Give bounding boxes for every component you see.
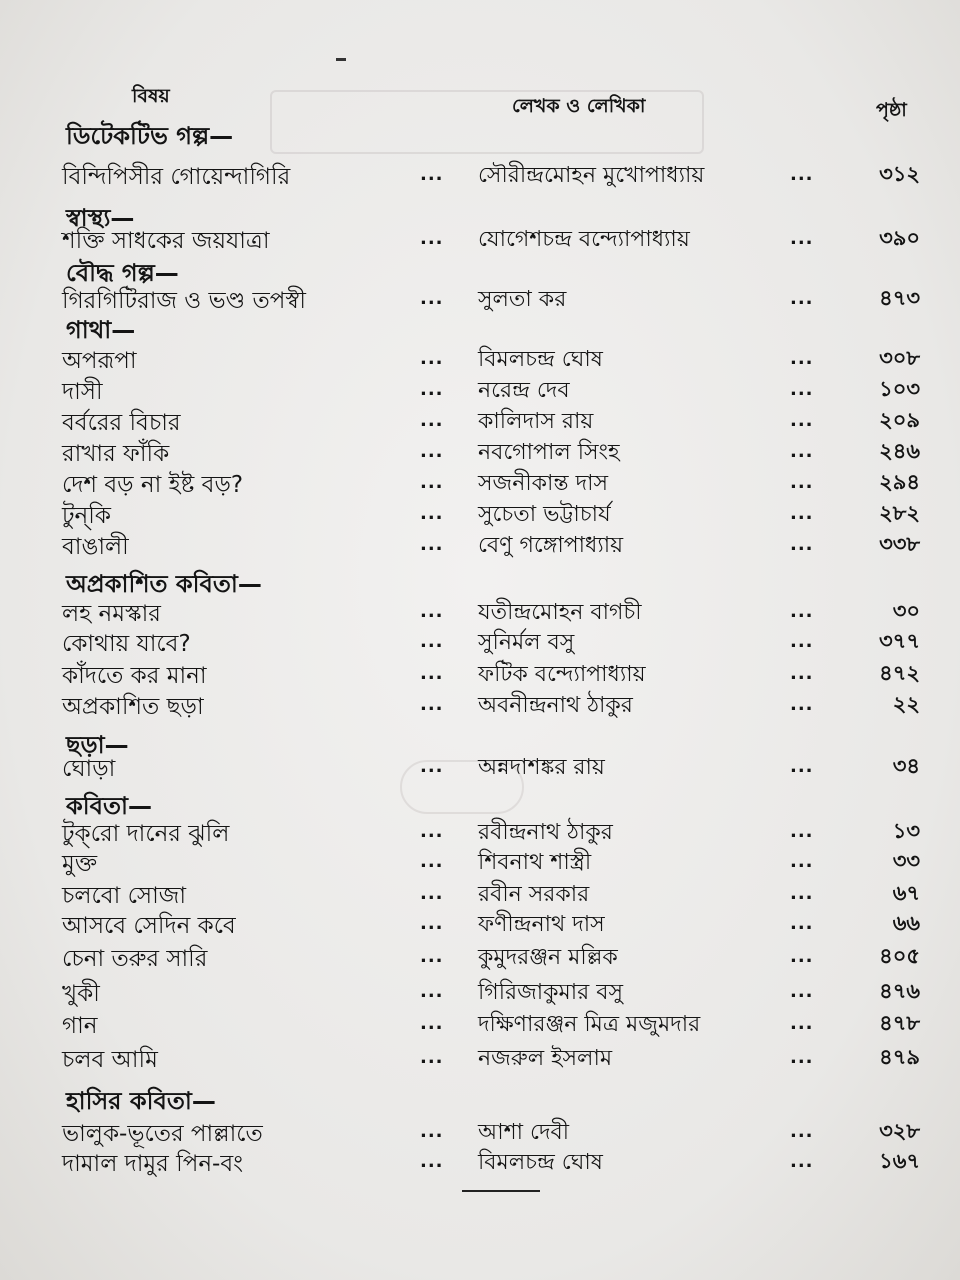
entry-author: শিবনাথ শাস্ত্রী [478, 850, 592, 875]
entry-page-number: ৩৩ [892, 849, 920, 873]
entry-page-number: ৬৭ [892, 881, 920, 905]
leader-dots: ... [420, 288, 444, 309]
leader-dots: ... [420, 756, 444, 777]
entry-author: সুনির্মল বসু [478, 630, 575, 655]
entry-title: দাসী [62, 379, 103, 405]
leader-dots: ... [420, 694, 444, 715]
entry-author: নজরুল ইসলাম [478, 1046, 613, 1071]
category-heading: ছড়া— [66, 731, 129, 759]
entry-author: কুমুদরঞ্জন মল্লিক [478, 945, 618, 970]
toc-entry-row [0, 435, 960, 467]
leader-dots: ... [790, 1047, 814, 1068]
entry-page-number: ১৬৭ [879, 1149, 920, 1173]
entry-author: গিরিজাকুমার বসু [478, 980, 624, 1005]
entry-title: চলব আমি [62, 1047, 158, 1073]
toc-entry-row [0, 282, 960, 314]
entry-author: অন্নদাশঙ্কর রায় [478, 755, 605, 780]
toc-entry-row [0, 657, 960, 689]
category-heading: অপ্রকাশিত কবিতা— [66, 570, 262, 598]
entry-title: আসবে সেদিন কবে [62, 913, 236, 939]
entry-title: গান [62, 1013, 98, 1039]
leader-dots: ... [790, 1013, 814, 1034]
leader-dots: ... [420, 1121, 444, 1142]
entry-page-number: ১৩ [892, 819, 920, 843]
entry-page-number: ৪৭৯ [879, 1045, 920, 1069]
leader-dots: ... [790, 821, 814, 842]
entry-title: টুক্‌রো দানের ঝুলি [62, 821, 230, 847]
toc-entry-row [0, 373, 960, 405]
leader-dots: ... [790, 663, 814, 684]
toc-entry-row [0, 466, 960, 498]
entry-author: ফটিক বন্দ্যোপাধ্যায় [478, 662, 646, 687]
toc-entry-row [0, 815, 960, 847]
toc-entry-row [0, 1145, 960, 1177]
toc-entry-row [0, 625, 960, 657]
leader-dots: ... [420, 410, 444, 431]
entry-page-number: ৩০ [892, 599, 920, 623]
leader-dots: ... [790, 410, 814, 431]
entry-title: কাঁদতে কর মানা [62, 663, 207, 689]
leader-dots: ... [790, 441, 814, 462]
entry-title: অপ্রকাশিত ছড়া [62, 694, 204, 720]
toc-entry-row [0, 877, 960, 909]
leader-dots: ... [420, 534, 444, 555]
entry-title: কোথায় যাবে? [62, 631, 191, 657]
entry-title: লহ নমস্কার [62, 601, 161, 627]
entry-page-number: ৪০৫ [879, 944, 920, 968]
toc-category-row [0, 312, 960, 344]
entry-author: সজনীকান্ত দাস [478, 471, 609, 496]
entry-author: রবীন্দ্রনাথ ঠাকুর [478, 820, 613, 845]
leader-dots: ... [790, 694, 814, 715]
category-heading: স্বাস্থ্য— [66, 204, 135, 232]
leader-dots: ... [790, 913, 814, 934]
entry-title: শক্তি সাধকের জয়যাত্রা [62, 228, 270, 254]
entry-author: যতীন্দ্রমোহন বাগচী [478, 600, 642, 625]
leader-dots: ... [420, 1047, 444, 1068]
entry-page-number: ২৪৬ [879, 439, 920, 463]
leader-dots: ... [420, 631, 444, 652]
toc-category-row [0, 118, 960, 150]
entry-page-number: ২৮২ [879, 501, 920, 525]
entry-title: দামাল দামুর পিন-বং [62, 1151, 244, 1177]
entry-title: বর্বরের বিচার [62, 410, 181, 436]
entry-title: বিন্দিপিসীর গোয়েন্দাগিরি [62, 164, 291, 190]
entry-page-number: ৩৪ [892, 754, 920, 778]
leader-dots: ... [420, 441, 444, 462]
entry-page-number: ৩০৮ [879, 346, 920, 370]
toc-entry-row [0, 222, 960, 254]
leader-dots: ... [420, 348, 444, 369]
leader-dots: ... [790, 756, 814, 777]
toc-entry-row [0, 845, 960, 877]
leader-dots: ... [790, 981, 814, 1002]
entry-page-number: ৩৯০ [879, 226, 920, 250]
entry-page-number: ৩১২ [879, 162, 920, 186]
page-column-heading: পৃষ্ঠা [876, 99, 907, 121]
category-heading: কবিতা— [66, 792, 152, 820]
author-column-heading: লেখক ও লেখিকা [512, 95, 646, 117]
toc-entry-row [0, 750, 960, 782]
end-rule [462, 1190, 540, 1192]
print-mark [336, 58, 346, 61]
entry-page-number: ৪৭২ [879, 661, 920, 685]
toc-category-row [0, 1083, 960, 1115]
leader-dots: ... [420, 883, 444, 904]
entry-page-number: ৪৭৩ [879, 286, 920, 310]
toc-entry-row [0, 497, 960, 529]
category-heading: গাথা— [66, 316, 136, 344]
toc-entry-row [0, 1115, 960, 1147]
entry-author: সৌরীন্দ্রমোহন মুখোপাধ্যায় [478, 163, 705, 188]
toc-entry-row [0, 158, 960, 190]
entry-page-number: ৩৩৮ [879, 532, 920, 556]
leader-dots: ... [790, 164, 814, 185]
entry-author: অবনীন্দ্রনাথ ঠাকুর [478, 693, 633, 718]
category-heading: ডিটেকটিভ গল্প— [66, 122, 234, 150]
leader-dots: ... [790, 534, 814, 555]
leader-dots: ... [420, 601, 444, 622]
entry-author: কালিদাস রায় [478, 409, 594, 434]
entry-author: রবীন সরকার [478, 882, 590, 907]
leader-dots: ... [790, 631, 814, 652]
leader-dots: ... [790, 228, 814, 249]
leader-dots: ... [420, 503, 444, 524]
toc-entry-row [0, 528, 960, 560]
entry-title: চলবো সোজা [62, 883, 187, 909]
entry-page-number: ৪৭৮ [879, 1011, 920, 1035]
category-heading: বৌদ্ধ গল্প— [66, 259, 179, 287]
entry-page-number: ৪৭৬ [879, 979, 920, 1003]
leader-dots: ... [420, 1151, 444, 1172]
toc-entry-row [0, 1041, 960, 1073]
toc-entry-row [0, 907, 960, 939]
entry-author: যোগেশচন্দ্র বন্দ্যোপাধ্যায় [478, 227, 690, 252]
entry-title: ঘোড়া [62, 756, 116, 782]
leader-dots: ... [420, 379, 444, 400]
leader-dots: ... [420, 946, 444, 967]
subject-column-heading: বিষয় [132, 85, 170, 107]
entry-title: রাখার ফাঁকি [62, 441, 170, 467]
entry-title: ভালুক-ভূতের পাল্লাতে [62, 1121, 263, 1147]
entry-title: অপরূপা [62, 348, 137, 374]
entry-author: ফণীন্দ্রনাথ দাস [478, 912, 605, 937]
toc-header [0, 82, 960, 122]
leader-dots: ... [790, 1151, 814, 1172]
entry-author: সুলতা কর [478, 287, 567, 312]
entry-author: নরেন্দ্র দেব [478, 378, 570, 403]
leader-dots: ... [790, 288, 814, 309]
toc-entry-row [0, 595, 960, 627]
leader-dots: ... [420, 1013, 444, 1034]
entry-page-number: ২৯৪ [879, 470, 920, 494]
leader-dots: ... [420, 913, 444, 934]
toc-entry-row [0, 1007, 960, 1039]
entry-page-number: ৬৬ [892, 911, 920, 935]
leader-dots: ... [790, 472, 814, 493]
toc-entry-row [0, 404, 960, 436]
toc-entry-row [0, 975, 960, 1007]
entry-title: গিরগিটিরাজ ও ভণ্ড তপস্বী [62, 288, 306, 314]
leader-dots: ... [790, 851, 814, 872]
entry-title: দেশ বড় না ইষ্ট বড়? [62, 472, 244, 498]
entry-author: সুচেতা ভট্টাচার্য [478, 502, 611, 527]
entry-author: আশা দেবী [478, 1120, 570, 1145]
leader-dots: ... [420, 663, 444, 684]
leader-dots: ... [790, 601, 814, 622]
leader-dots: ... [790, 379, 814, 400]
leader-dots: ... [790, 883, 814, 904]
entry-author: বেণু গঙ্গোপাধ্যায় [478, 533, 624, 558]
entry-author: দক্ষিণারঞ্জন মিত্র মজুমদার [478, 1012, 701, 1037]
leader-dots: ... [790, 1121, 814, 1142]
leader-dots: ... [420, 981, 444, 1002]
leader-dots: ... [420, 164, 444, 185]
leader-dots: ... [790, 503, 814, 524]
toc-entry-row [0, 940, 960, 972]
leader-dots: ... [790, 348, 814, 369]
entry-page-number: ২০৯ [879, 408, 920, 432]
entry-page-number: ৩২৮ [879, 1119, 920, 1143]
leader-dots: ... [420, 472, 444, 493]
entry-author: বিমলচন্দ্র ঘোষ [478, 1150, 603, 1175]
leader-dots: ... [420, 851, 444, 872]
category-heading: হাসির কবিতা— [66, 1087, 216, 1115]
leader-dots: ... [420, 228, 444, 249]
toc-entry-row [0, 688, 960, 720]
toc-category-row [0, 566, 960, 598]
entry-title: খুকী [62, 981, 100, 1007]
entry-title: চেনা তরুর সারি [62, 946, 208, 972]
entry-author: বিমলচন্দ্র ঘোষ [478, 347, 603, 372]
toc-entry-row [0, 342, 960, 374]
entry-page-number: ১০৩ [879, 377, 920, 401]
entry-title: মুক্ত [62, 851, 98, 877]
entry-title: টুন্‌কি [62, 503, 111, 529]
entry-page-number: ৩৭৭ [879, 629, 920, 653]
entry-page-number: ২২ [892, 692, 920, 716]
leader-dots: ... [790, 946, 814, 967]
leader-dots: ... [420, 821, 444, 842]
entry-author: নবগোপাল সিংহ [478, 440, 620, 465]
entry-title: বাঙালী [62, 534, 129, 560]
